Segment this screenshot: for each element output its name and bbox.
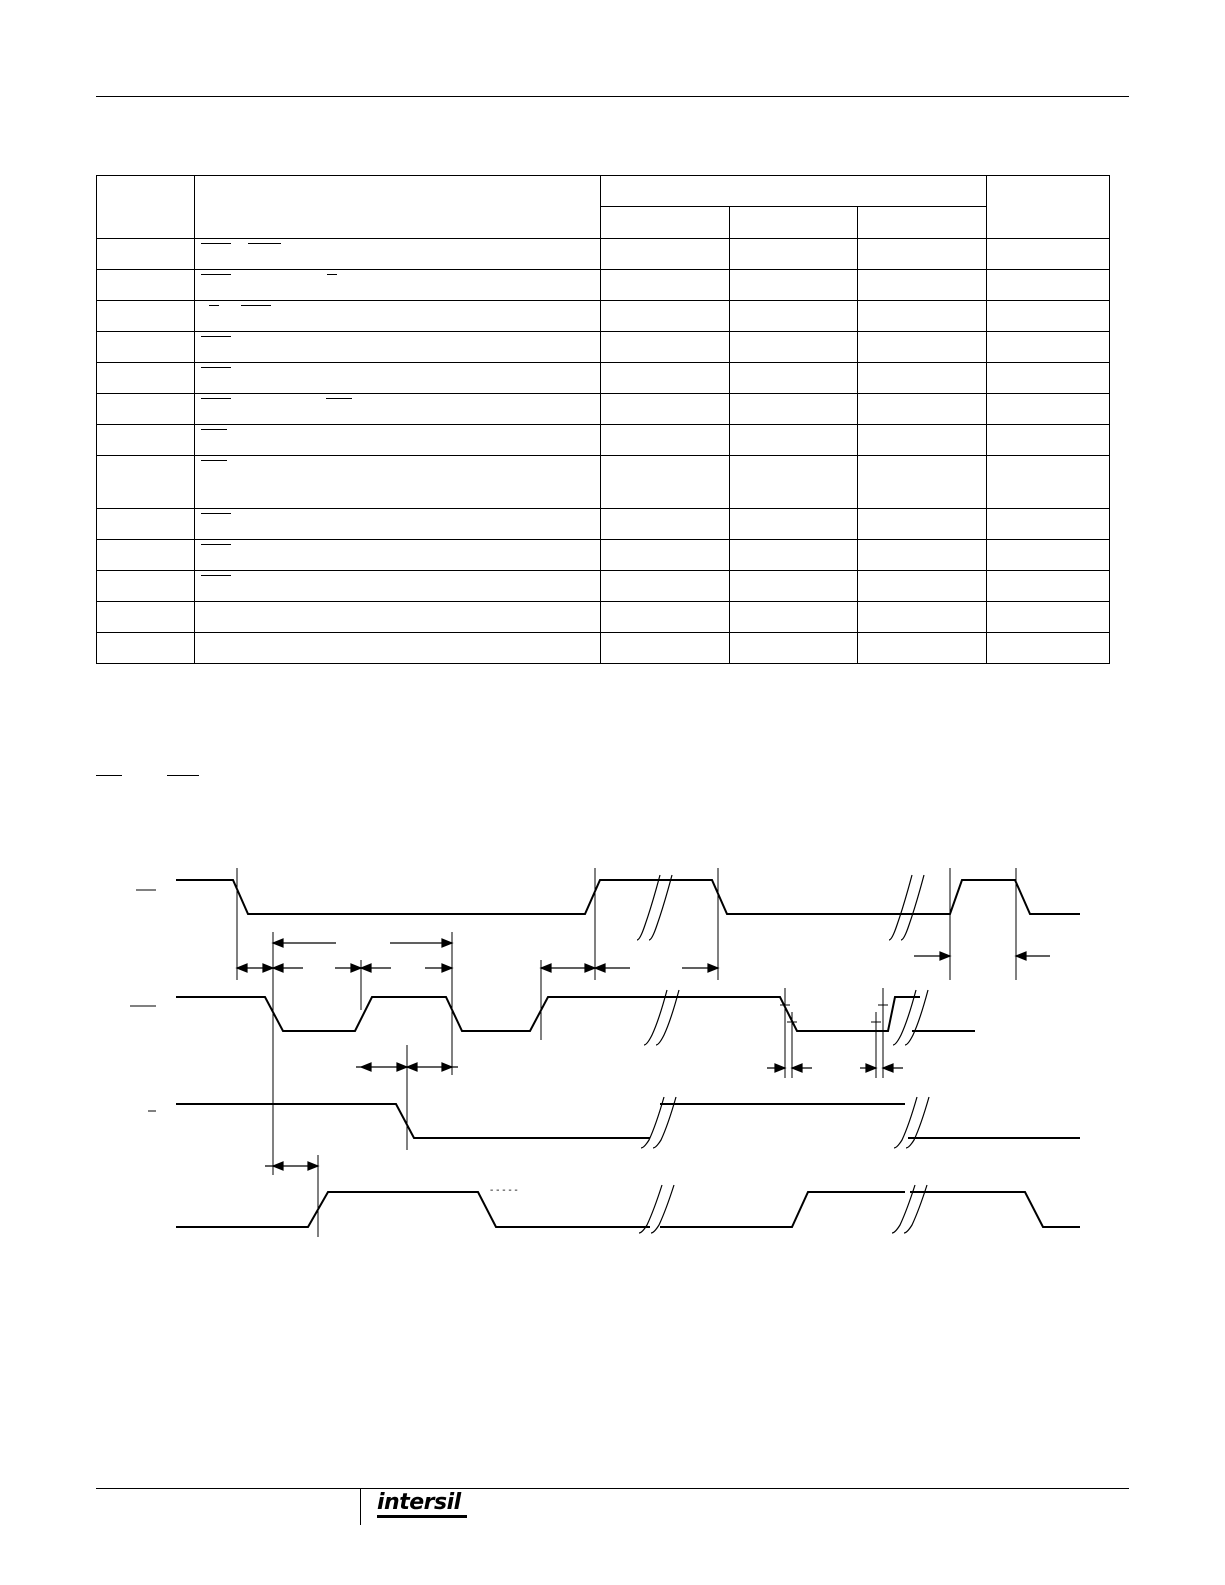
table-cell	[195, 394, 601, 425]
break-markers	[637, 875, 929, 1233]
table-row	[97, 456, 1110, 509]
table-cell	[986, 456, 1109, 509]
table-cell	[195, 633, 601, 664]
table-cell	[195, 425, 601, 456]
table-row	[97, 633, 1110, 664]
table-cell	[97, 301, 195, 332]
signal-2-waveform	[176, 997, 920, 1031]
table-cell	[601, 602, 729, 633]
table-cell	[858, 571, 986, 602]
table-cell	[601, 270, 729, 301]
table-header-min	[601, 207, 729, 239]
parameter-overline	[248, 243, 281, 253]
parameter-overline	[241, 305, 271, 315]
table-cell	[986, 633, 1109, 664]
table-cell	[858, 425, 986, 456]
table-cell	[195, 571, 601, 602]
table-cell	[195, 239, 601, 270]
table-cell	[858, 394, 986, 425]
table-cell	[729, 633, 857, 664]
table-cell	[858, 540, 986, 571]
table-cell	[986, 540, 1109, 571]
parameter-overline	[201, 398, 231, 408]
table-cell	[986, 332, 1109, 363]
table-row	[97, 509, 1110, 540]
parameter-overline	[327, 274, 337, 284]
table-cell	[729, 394, 857, 425]
table-cell	[97, 540, 195, 571]
table-header-typ	[729, 207, 857, 239]
table-cell	[986, 571, 1109, 602]
intersil-logo	[377, 1490, 461, 1524]
table-row	[97, 540, 1110, 571]
table-cell	[97, 394, 195, 425]
table-cell	[97, 509, 195, 540]
parameter-overline	[201, 429, 227, 439]
table-cell	[195, 540, 601, 571]
table-row	[97, 425, 1110, 456]
table-cell	[858, 363, 986, 394]
table-cell	[986, 301, 1109, 332]
reference-lines	[237, 868, 1016, 1237]
table-cell	[97, 571, 195, 602]
table-cell	[858, 332, 986, 363]
table-cell	[601, 363, 729, 394]
dimension-arrows	[237, 939, 1050, 1170]
table-row	[97, 394, 1110, 425]
signal-4-waveform	[176, 1192, 650, 1227]
table-cell	[858, 239, 986, 270]
parameter-overline	[201, 575, 231, 585]
table-cell	[729, 456, 857, 509]
table-row	[97, 239, 1110, 270]
table-cell	[729, 425, 857, 456]
table-cell	[601, 456, 729, 509]
parameter-overline	[326, 398, 352, 408]
table-cell	[195, 456, 601, 509]
table-header-max	[858, 207, 986, 239]
table-cell	[195, 301, 601, 332]
table-cell	[858, 301, 986, 332]
timing-table	[96, 175, 1110, 664]
table-row	[97, 602, 1110, 633]
table-cell	[729, 363, 857, 394]
signal-4-seg3	[910, 1192, 1080, 1227]
table-cell	[97, 425, 195, 456]
header-rule	[96, 96, 1129, 97]
table-cell	[97, 239, 195, 270]
table-cell	[601, 332, 729, 363]
parameter-overline	[201, 243, 231, 253]
table-cell	[986, 602, 1109, 633]
signal-1-waveform	[176, 880, 1080, 914]
table-row	[97, 270, 1110, 301]
table-cell	[858, 633, 986, 664]
table-cell	[601, 394, 729, 425]
dashed-segment: - - - - -	[490, 1185, 518, 1196]
table-cell	[195, 270, 601, 301]
table-cell	[729, 239, 857, 270]
table-cell	[986, 239, 1109, 270]
logo-text: intersil	[377, 1490, 461, 1515]
table-cell	[601, 425, 729, 456]
footer-rule	[96, 1488, 1129, 1489]
table-cell	[601, 633, 729, 664]
parameter-overline	[201, 513, 231, 523]
table-cell	[986, 363, 1109, 394]
footer-divider	[360, 1488, 361, 1525]
parameter-overline	[201, 367, 231, 377]
table-body	[97, 239, 1110, 664]
table-cell	[97, 602, 195, 633]
parameter-overline	[201, 544, 231, 554]
table-cell	[97, 456, 195, 509]
table-row	[97, 571, 1110, 602]
table-header-parameter	[195, 176, 601, 239]
signal-name-overlines	[130, 890, 156, 1111]
table-cell	[729, 509, 857, 540]
table-cell	[729, 540, 857, 571]
table-cell	[195, 332, 601, 363]
parameter-overline	[201, 336, 231, 346]
table-cell	[601, 239, 729, 270]
table-cell	[729, 571, 857, 602]
table-cell	[858, 456, 986, 509]
table-cell	[601, 301, 729, 332]
timing-diagram	[0, 860, 1225, 1260]
parameter-overline	[209, 305, 219, 315]
table-header-units	[986, 176, 1109, 239]
table-cell	[858, 509, 986, 540]
table-cell	[986, 509, 1109, 540]
table-cell	[195, 509, 601, 540]
table-row	[97, 301, 1110, 332]
table-cell	[601, 540, 729, 571]
parameter-overline	[201, 460, 227, 470]
table-cell	[97, 332, 195, 363]
table-cell	[195, 602, 601, 633]
table-cell	[601, 509, 729, 540]
table-cell	[97, 270, 195, 301]
table-cell	[986, 425, 1109, 456]
diagram-caption-overline-1	[96, 775, 122, 776]
table-cell	[986, 394, 1109, 425]
table-cell	[729, 270, 857, 301]
table-header-symbol	[97, 176, 195, 239]
table-cell	[601, 571, 729, 602]
logo-swoosh	[377, 1515, 467, 1518]
signal-4-seg2	[660, 1192, 905, 1227]
table-header-limits	[601, 176, 986, 207]
table-cell	[986, 270, 1109, 301]
table-cell	[195, 363, 601, 394]
diagram-caption-overline-2	[167, 775, 199, 776]
table-cell	[729, 332, 857, 363]
table-row	[97, 332, 1110, 363]
table-cell	[729, 301, 857, 332]
parameter-overline	[201, 274, 231, 284]
table-cell	[97, 363, 195, 394]
table-cell	[858, 602, 986, 633]
signal-3-waveform	[176, 1104, 650, 1138]
table-row	[97, 363, 1110, 394]
table-cell	[97, 633, 195, 664]
table-cell	[729, 602, 857, 633]
table-cell	[858, 270, 986, 301]
